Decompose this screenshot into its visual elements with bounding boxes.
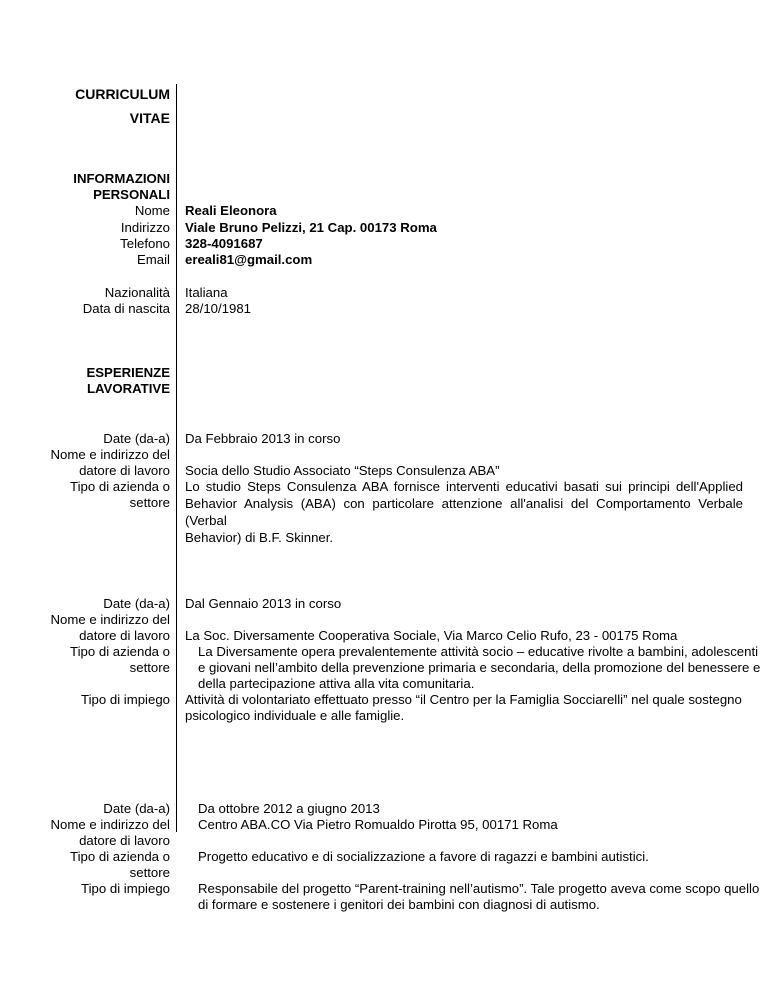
job3-date: Da ottobre 2012 a giugno 2013 xyxy=(198,801,380,816)
job3-label-type-1: Tipo di azienda o xyxy=(70,849,170,864)
section-heading-experience-2: LAVORATIVE xyxy=(86,381,170,396)
job1-label-employer-2: datore di lavoro xyxy=(79,463,170,478)
value-phone: 328-4091687 xyxy=(185,236,263,251)
job1-label-type-2: settore xyxy=(129,495,170,510)
label-email: Email xyxy=(137,252,170,267)
job2-type-line2: e giovani nell’ambito della prevenzione primaria e secondaria, della promozione del benessere e xyxy=(198,660,761,675)
job2-label-employer-1: Nome e indirizzo del xyxy=(50,612,170,627)
job2-type-line3: della partecipazione attiva alla vita comunitaria. xyxy=(198,676,475,691)
value-email: ereali81@gmail.com xyxy=(185,252,313,267)
cv-title-line1: CURRICULUM xyxy=(75,86,170,102)
value-nationality: Italiana xyxy=(185,285,228,300)
job2-employer: La Soc. Diversamente Cooperativa Sociale, Via Marco Celio Rufo, 23 - 00175 Roma xyxy=(185,628,678,643)
job2-label-type-1: Tipo di azienda o xyxy=(70,644,170,659)
job2-label-job: Tipo di impiego xyxy=(81,692,170,707)
job1-label-employer-1: Nome e indirizzo del xyxy=(50,447,170,462)
cv-title-line2: VITAE xyxy=(129,110,170,126)
value-address: Viale Bruno Pelizzi, 21 Cap. 00173 Roma xyxy=(185,220,437,235)
job3-employer: Centro ABA.CO Via Pietro Romualdo Pirotta 95, 00171 Roma xyxy=(198,817,558,832)
section-heading-personal-1: INFORMAZIONI xyxy=(73,171,170,186)
label-nationality: Nazionalità xyxy=(104,285,170,300)
section-heading-experience-1: ESPERIENZE xyxy=(86,365,170,380)
job2-job-line1: Attività di volontariato effettuato presso “il Centro per la Famiglia Socciarelli” nel quale sostegno xyxy=(185,692,742,707)
job2-label-employer-2: datore di lavoro xyxy=(79,628,170,643)
job2-date: Dal Gennaio 2013 in corso xyxy=(185,596,342,611)
job1-label-date: Date (da-a) xyxy=(103,431,170,446)
job3-label-job: Tipo di impiego xyxy=(81,881,170,896)
value-name: Reali Eleonora xyxy=(185,203,277,218)
job1-date: Da Febbraio 2013 in corso xyxy=(185,431,341,446)
job2-job-line2: psicologico individuale e alle famiglie. xyxy=(185,708,405,723)
job3-label-employer-1: Nome e indirizzo del xyxy=(50,817,170,832)
job2-type-line1: La Diversamente opera prevalentemente attività socio – educative rivolte a bambini, adolescenti xyxy=(198,644,759,659)
label-phone: Telefono xyxy=(120,236,170,251)
job1-employer: Socia dello Studio Associato “Steps Consulenza ABA” xyxy=(185,463,500,478)
label-name: Nome xyxy=(134,203,170,218)
job3-job-line1: Responsabile del progetto “Parent-training nell’autismo”. Tale progetto aveva come scopo quello xyxy=(198,881,760,896)
job1-type-line2: Behavior Analysis (ABA) con particolare attenzione all'analisi del Comportamento Verbale (Verbal xyxy=(185,496,743,528)
label-birthdate: Data di nascita xyxy=(82,301,170,316)
job3-job-line2: di formare e sostenere i genitori dei bambini con diagnosi di autismo. xyxy=(198,897,600,912)
job2-label-type-2: settore xyxy=(129,660,170,675)
column-divider xyxy=(176,84,177,832)
job3-label-type-2: settore xyxy=(129,865,170,880)
job3-label-employer-2: datore di lavoro xyxy=(79,833,170,848)
label-address: Indirizzo xyxy=(120,220,170,235)
section-heading-personal-2: PERSONALI xyxy=(93,187,170,202)
job1-type-line1: Lo studio Steps Consulenza ABA fornisce interventi educativi basati sui principi dell'Applied xyxy=(185,479,743,494)
job2-label-date: Date (da-a) xyxy=(103,596,170,611)
job1-type-description xyxy=(185,478,743,546)
job3-type: Progetto educativo e di socializzazione a favore di ragazzi e bambini autistici. xyxy=(198,849,649,864)
value-birthdate: 28/10/1981 xyxy=(185,301,252,316)
job3-label-date: Date (da-a) xyxy=(103,801,170,816)
job1-label-type-1: Tipo di azienda o xyxy=(70,479,170,494)
job1-type-line3: Behavior) di B.F. Skinner. xyxy=(185,530,334,545)
